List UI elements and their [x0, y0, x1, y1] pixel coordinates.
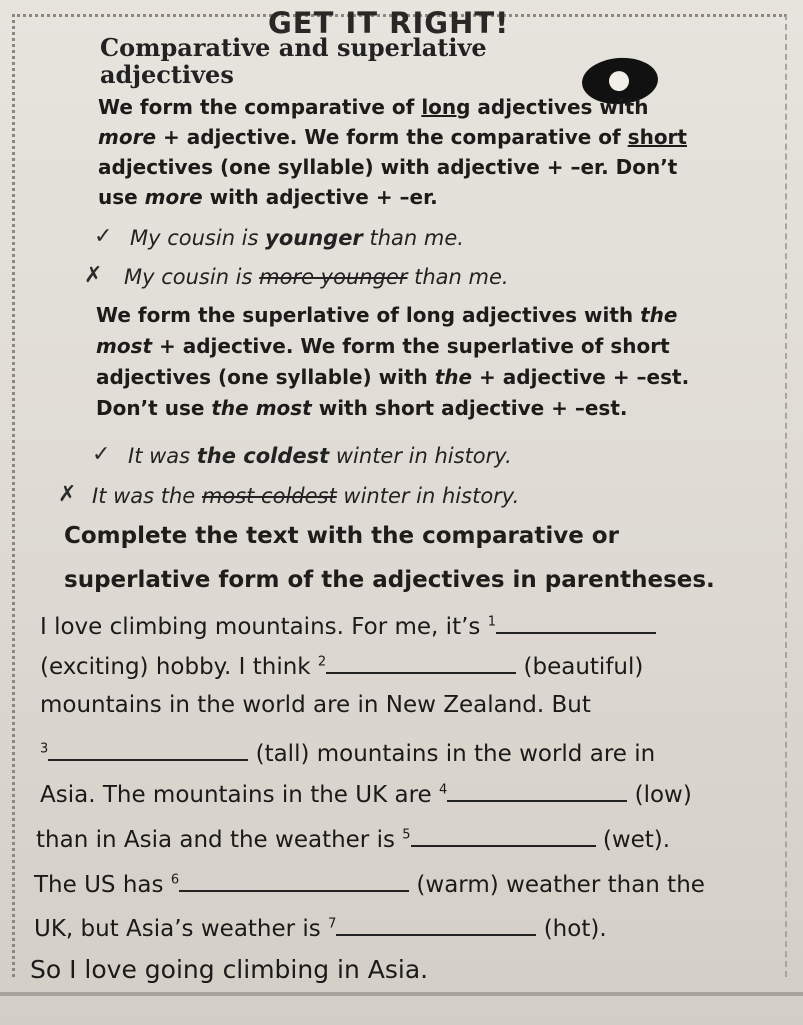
comparative-rule: We form the comparative of long adjectives with more + adjective. We form the comparative of short adjectives (one syllable) with adjective + –er. Don’t use more with adjective + –er.	[98, 95, 687, 209]
example-wrong-comparative: ✗ My cousin is more younger than me.	[84, 263, 509, 289]
answer-blank-4[interactable]	[447, 778, 627, 802]
answer-blank-6[interactable]	[179, 868, 409, 892]
answer-blank-7[interactable]	[336, 912, 536, 936]
check-icon: ✓	[94, 224, 113, 249]
gap-line-5: Asia. The mountains in the UK are $^4$ (low)	[40, 778, 692, 808]
gap-line-1: I love climbing mountains. For me, it’s $^1$	[40, 610, 656, 640]
gap-line-8: UK, but Asia’s weather is $^7$ (hot).	[34, 912, 607, 942]
closing-sentence: So I love going climbing in Asia.	[30, 955, 429, 984]
answer-blank-3[interactable]	[48, 737, 248, 761]
answer-blank-5[interactable]	[411, 823, 596, 847]
exercise-instruction: Complete the text with the comparative or superlative form of the adjectives in parentheses.	[64, 523, 715, 593]
cross-icon: ✗	[84, 263, 103, 288]
answer-blank-2[interactable]	[326, 650, 516, 674]
gap-line-3: mountains in the world are in New Zealand. But	[40, 692, 591, 718]
example-wrong-superlative: ✗ It was the most coldest winter in history.	[58, 482, 520, 508]
check-icon: ✓	[92, 442, 111, 467]
gap-line-2: (exciting) hobby. I think $^2$ (beautiful)	[40, 650, 643, 680]
example-correct-superlative: ✓ It was the coldest winter in history.	[92, 442, 512, 468]
gap-line-7: The US has $^6$ (warm) weather than the	[34, 868, 705, 898]
section-heading: GET IT RIGHT!	[268, 6, 510, 40]
grammar-title: Comparative and superlative adjectives	[100, 33, 487, 89]
example-correct-comparative: ✓ My cousin is younger than me.	[94, 224, 464, 250]
answer-blank-1[interactable]	[496, 610, 656, 634]
superlative-rule: We form the superlative of long adjectives with the most + adjective. We form the superlative of short adjectives (one syllable) with the + adjective + –est. Don’t use the most with short adjective + –est.	[96, 303, 690, 420]
cross-icon: ✗	[58, 482, 77, 507]
gap-line-6: than in Asia and the weather is $^5$ (wet).	[36, 823, 670, 853]
page-divider	[0, 992, 803, 996]
gap-line-4: $^3$ (tall) mountains in the world are in	[40, 737, 655, 767]
